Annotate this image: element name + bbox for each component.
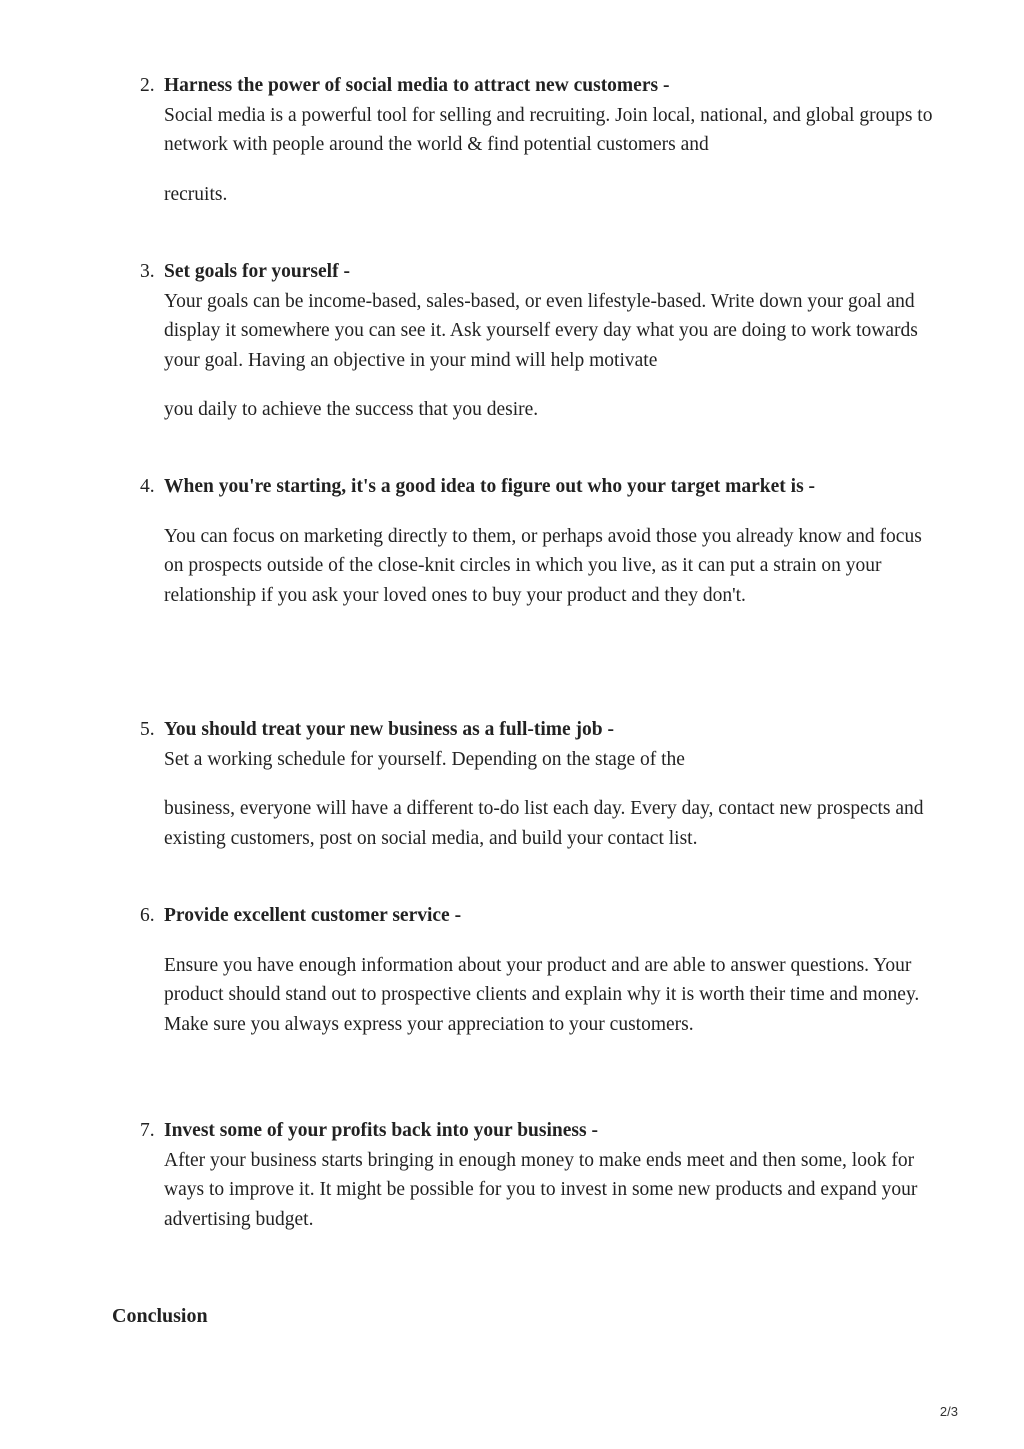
list-item-3 [140, 257, 934, 425]
list-number: 6. [140, 905, 155, 926]
item-paragraph: Set a working schedule for yourself. Depending on the stage of the [164, 748, 685, 770]
list-number: 7. [140, 1120, 155, 1141]
item-heading: Harness the power of social media to attract new customers - [164, 75, 670, 96]
item-heading: Set goals for yourself - [164, 261, 350, 282]
item-heading: You should treat your new business as a full-time job - [164, 719, 615, 740]
item-paragraph: Social media is a powerful tool for selling and recruiting. Join local, national, and global groups to network with people around the world & find potential customers and [164, 104, 933, 155]
list-item-2 [140, 71, 934, 209]
list-item-6 [140, 901, 934, 1039]
list-number: 3. [140, 261, 155, 282]
item-heading: Invest some of your profits back into your business - [164, 1120, 598, 1141]
list-item-7 [140, 1116, 934, 1234]
list-item-4 [140, 472, 934, 610]
item-paragraph-continued: business, everyone will have a different to-do list each day. Every day, contact new prospects and existing customers, post on social media, and build your contact list. [164, 798, 924, 849]
list-number: 4. [140, 476, 155, 497]
page-number: 2/3 [939, 1404, 958, 1419]
item-paragraph: You can focus on marketing directly to them, or perhaps avoid those you already know and focus on prospects outside of the close-knit circles in which you live, as it can put a strain on your relationship if you ask your loved ones to buy your product and they don't. [164, 525, 922, 606]
list-number: 2. [140, 75, 155, 96]
item-paragraph-continued: you daily to achieve the success that you desire. [164, 399, 539, 420]
list-number: 5. [140, 719, 155, 740]
item-paragraph: After your business starts bringing in enough money to make ends meet and then some, look for ways to improve it. It might be possible for you to invest in some new products and expand your advertising budget. [164, 1149, 918, 1230]
item-paragraph-continued: recruits. [164, 183, 228, 205]
list-item-5 [140, 715, 934, 853]
item-paragraph: Ensure you have enough information about your product and are able to answer questions. Your product should stand out to prospective clients and explain why it is worth their time and money. Make sure you always express your appreciation to your customers. [164, 954, 920, 1035]
conclusion-heading: Conclusion [112, 1305, 208, 1327]
item-paragraph: Your goals can be income-based, sales-based, or even lifestyle-based. Write down your goal and display it somewhere you can see it. Ask yourself every day what you are doing to work towards your goal. Having an objective in your mind will help motivate [164, 290, 918, 371]
item-heading: When you're starting, it's a good idea to figure out who your target market is - [164, 476, 816, 497]
item-heading: Provide excellent customer service - [164, 905, 462, 926]
